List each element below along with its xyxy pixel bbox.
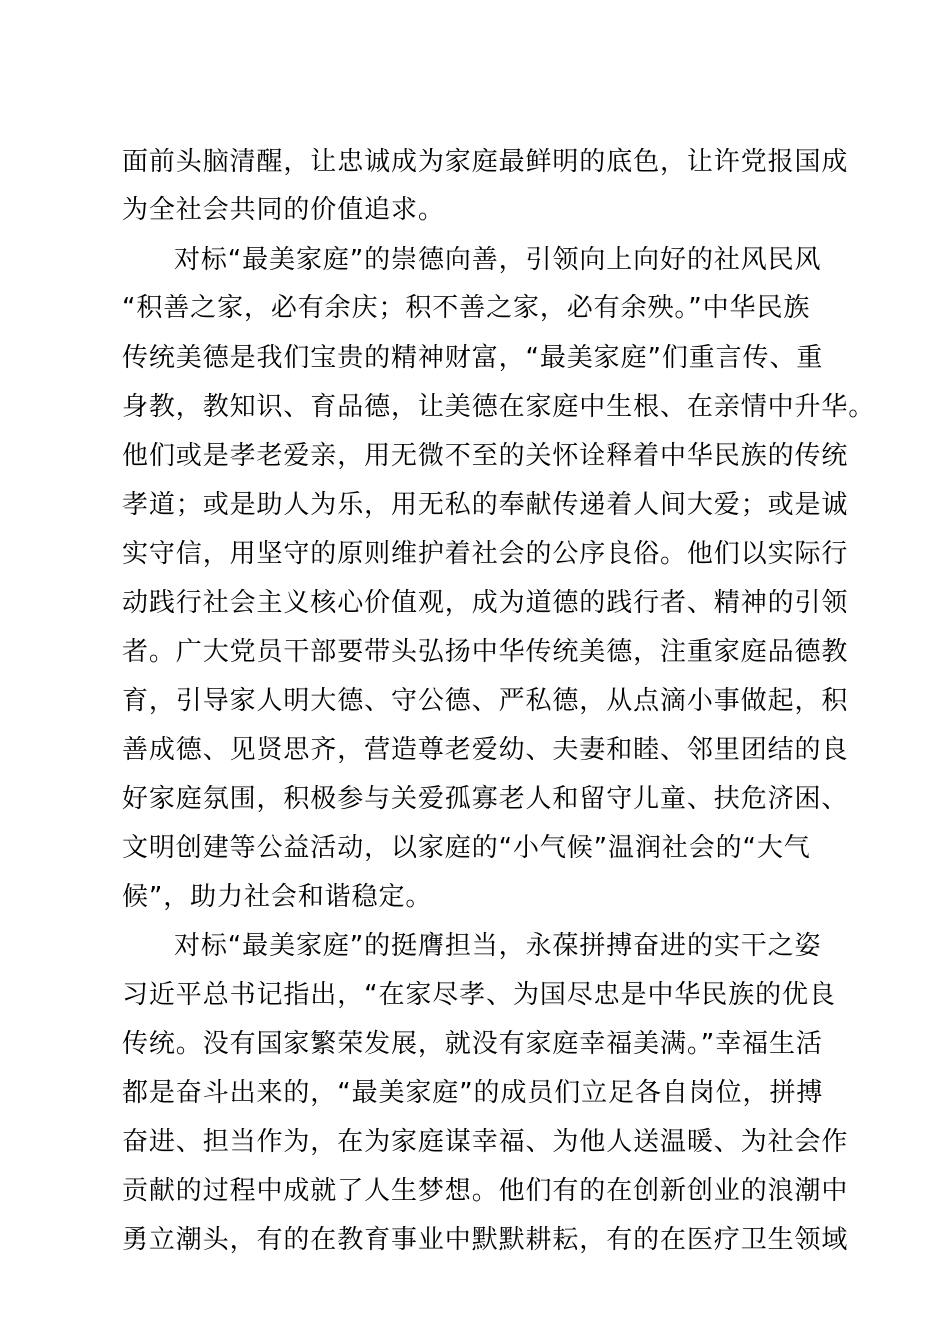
text-line: 候”，助力社会和谐稳定。 <box>122 882 433 912</box>
text-line: 孝道；或是助人为乐，用无私的奉献传递着人间大爱；或是诚 <box>122 490 849 520</box>
text-line: 面前头脑清醒，让忠诚成为家庭最鲜明的底色，让许党报国成 <box>122 147 849 177</box>
text-line: 奋进、担当作为，在为家庭谋幸福、为他人送温暖、为社会作 <box>122 1127 849 1157</box>
text-line: 为全社会共同的价值追求。 <box>122 195 445 225</box>
text-line: 动践行社会主义核心价值观，成为道德的践行者、精神的引领 <box>122 588 849 618</box>
text-line: 他们或是孝老爱亲，用无微不至的关怀诠释着中华民族的传统 <box>122 441 849 471</box>
text-line: “积善之家，必有余庆；积不善之家，必有余殃。”中华民族 <box>122 293 811 323</box>
text-line: 育，引导家人明大德、守公德、严私德，从点滴小事做起，积 <box>122 686 849 716</box>
text-line: 实守信，用坚守的原则维护着社会的公序良俗。他们以实际行 <box>122 539 849 569</box>
text-line: 都是奋斗出来的，“最美家庭”的成员们立足各自岗位，拼搏 <box>122 1078 824 1108</box>
text-line: 文明创建等公益活动，以家庭的“小气候”温润社会的“大气 <box>122 833 811 863</box>
text-line: 身教，教知识、育品德，让美德在家庭中生根、在亲情中升华。 <box>122 392 876 422</box>
text-line: 习近平总书记指出，“在家尽孝、为国尽忠是中华民族的优良 <box>122 980 836 1010</box>
text-line: 对标“最美家庭”的挺膺担当，永葆拼搏奋进的实干之姿 <box>174 931 822 961</box>
text-line: 者。广大党员干部要带头弘扬中华传统美德，注重家庭品德教 <box>122 637 849 667</box>
text-line: 善成德、见贤思齐，营造尊老爱幼、夫妻和睦、邻里团结的良 <box>122 735 849 765</box>
text-line: 好家庭氛围，积极参与关爱孤寡老人和留守儿童、扶危济困、 <box>122 784 849 814</box>
text-line: 勇立潮头，有的在教育事业中默默耕耘，有的在医疗卫生领域 <box>122 1225 849 1255</box>
text-line: 贡献的过程中成就了人生梦想。他们有的在创新创业的浪潮中 <box>122 1176 849 1206</box>
text-line: 对标“最美家庭”的崇德向善，引领向上向好的社风民风 <box>174 245 822 275</box>
text-line: 传统。没有国家繁荣发展，就没有家庭幸福美满。”幸福生活 <box>122 1029 823 1059</box>
text-line: 传统美德是我们宝贵的精神财富，“最美家庭”们重言传、重 <box>122 343 824 373</box>
